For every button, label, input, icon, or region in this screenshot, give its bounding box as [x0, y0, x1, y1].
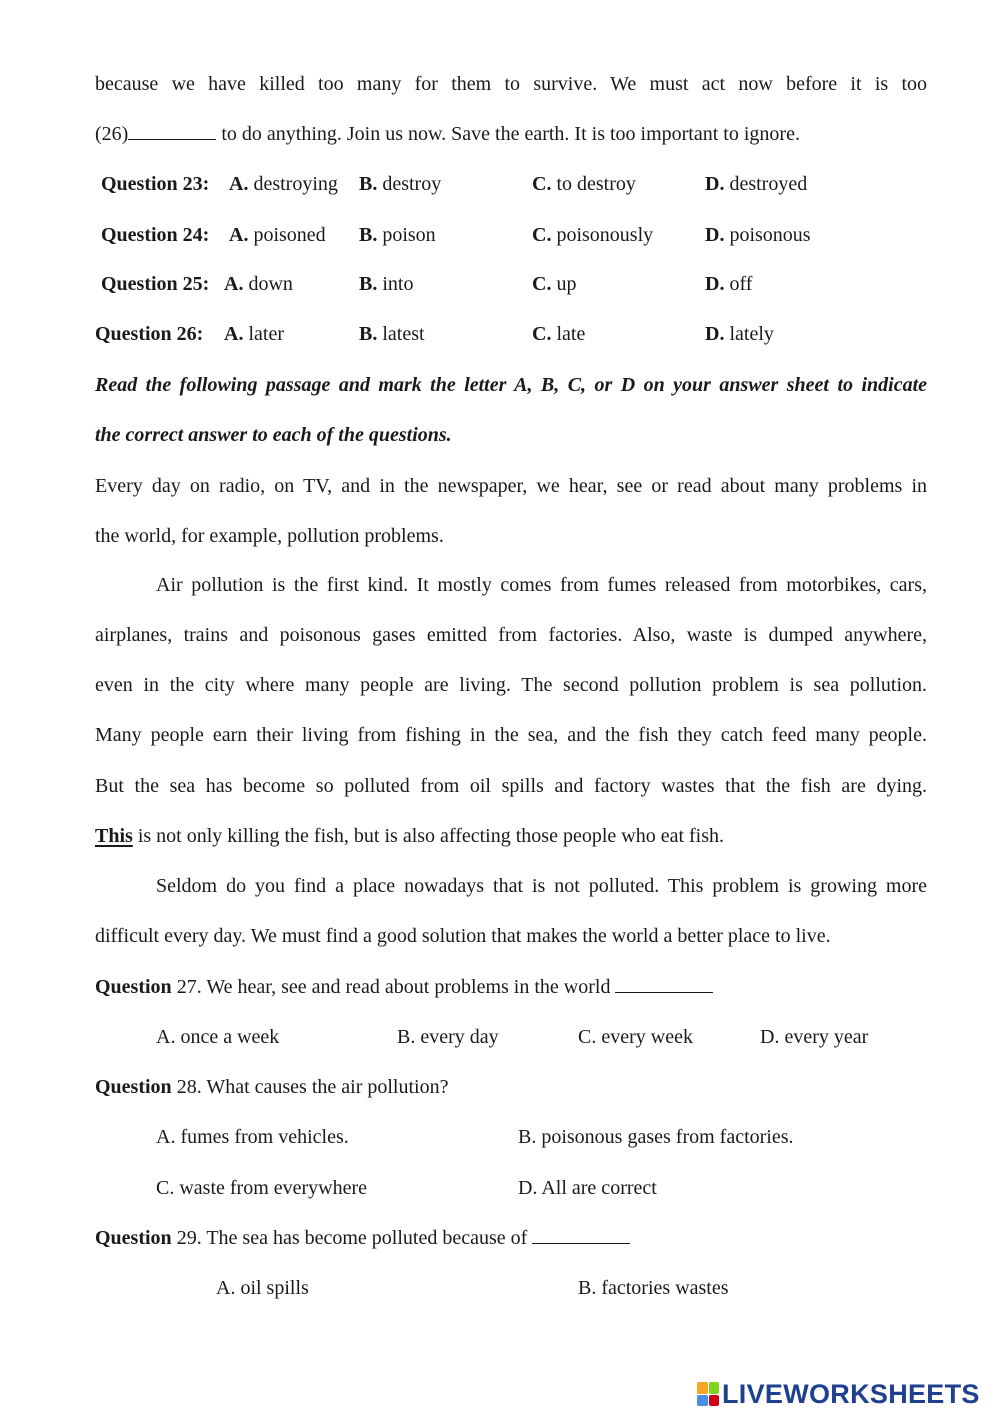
q28-option-a[interactable]: A. fumes from vehicles.: [156, 1126, 349, 1148]
question-label: Question: [95, 976, 172, 998]
question-label: Question 23:: [101, 173, 210, 195]
option-b[interactable]: B. poison: [359, 224, 436, 246]
option-d[interactable]: D. off: [705, 273, 753, 295]
option-c[interactable]: C. up: [532, 273, 577, 295]
passage-line: airplanes, trains and poisonous gases emitted from factories. Also, waste is dumped anywhere,: [95, 624, 927, 646]
passage-text: to do anything. Join us now. Save the earth. It is too important to ignore.: [216, 123, 800, 145]
q27-option-a[interactable]: A. once a week: [156, 1026, 280, 1048]
question-label: Question 25:: [101, 273, 210, 295]
answer-blank: [128, 123, 216, 140]
passage-line: But the sea has become so polluted from oil spills and factory wastes that the fish are dying.: [95, 775, 927, 797]
question-label: Question 24:: [101, 224, 210, 246]
q28-option-b[interactable]: B. poisonous gases from factories.: [518, 1126, 794, 1148]
option-d[interactable]: D. lately: [705, 323, 774, 345]
option-b[interactable]: B. latest: [359, 323, 425, 345]
passage-line: because we have killed too many for them to survive. We must act now before it is too: [95, 73, 927, 95]
option-a[interactable]: A. later: [224, 323, 284, 345]
option-b[interactable]: B. destroy: [359, 173, 442, 195]
answer-blank: [615, 976, 713, 993]
answer-blank: [532, 1227, 630, 1244]
logo-mark-tile: [709, 1395, 720, 1407]
option-c[interactable]: C. late: [532, 323, 586, 345]
referenced-word: This: [95, 825, 133, 847]
question-28-stem: [95, 1075, 448, 1099]
passage-line: [95, 824, 724, 848]
question-27-stem: [95, 975, 713, 999]
option-a[interactable]: A. destroying: [229, 173, 338, 195]
logo-mark-tile: [709, 1382, 720, 1394]
q29-option-b[interactable]: B. factories wastes: [578, 1277, 729, 1299]
q27-option-b[interactable]: B. every day: [397, 1026, 499, 1048]
passage-line: difficult every day. We must find a good solution that makes the world a better place to live.: [95, 925, 831, 947]
q27-option-d[interactable]: D. every year: [760, 1026, 869, 1048]
option-d[interactable]: D. destroyed: [705, 173, 808, 195]
logo-mark-tile: [697, 1395, 708, 1407]
question-label: Question: [95, 1076, 172, 1098]
question-label: Question: [95, 1227, 172, 1249]
liveworksheets-logo: [697, 1377, 980, 1411]
logo-text: LIVEWORKSHEETS: [722, 1378, 980, 1409]
passage-line: Every day on radio, on TV, and in the newspaper, we hear, see or read about many problems in: [95, 475, 927, 497]
question-text: 29. The sea has become polluted because of: [171, 1227, 533, 1249]
q28-option-c[interactable]: C. waste from everywhere: [156, 1177, 368, 1199]
instruction-text: Read the following passage and mark the letter A, B, C, or D on your answer sheet to indicate: [95, 374, 927, 396]
question-text: 27. We hear, see and read about problems in the world: [171, 976, 616, 998]
passage-line: even in the city where many people are living. The second pollution problem is sea pollution.: [95, 674, 927, 696]
option-c[interactable]: C. poisonously: [532, 224, 654, 246]
passage-line: Seldom do you find a place nowadays that is not polluted. This problem is growing more: [156, 875, 927, 897]
question-29-stem: [95, 1226, 630, 1250]
logo-mark-tile: [697, 1382, 708, 1394]
option-c[interactable]: C. to destroy: [532, 173, 636, 195]
q28-option-d[interactable]: D. All are correct: [518, 1177, 657, 1199]
blank-number: (26): [95, 123, 129, 145]
question-text: 28. What causes the air pollution?: [171, 1076, 449, 1098]
passage-line: the world, for example, pollution problems.: [95, 525, 444, 547]
passage-line: [95, 122, 800, 146]
liveworksheets-logo-icon: [697, 1382, 719, 1406]
q29-option-a[interactable]: A. oil spills: [216, 1277, 309, 1299]
passage-line: Many people earn their living from fishing in the sea, and the fish they catch feed many people.: [95, 724, 927, 746]
instruction-text: the correct answer to each of the questions.: [95, 424, 452, 446]
passage-line: Air pollution is the first kind. It mostly comes from fumes released from motorbikes, cars,: [156, 574, 927, 596]
option-a[interactable]: A. down: [224, 273, 293, 295]
option-a[interactable]: A. poisoned: [229, 224, 326, 246]
option-b[interactable]: B. into: [359, 273, 414, 295]
passage-text: is not only killing the fish, but is also affecting those people who eat fish.: [132, 825, 725, 847]
q27-option-c[interactable]: C. every week: [578, 1026, 693, 1048]
question-label: Question 26:: [95, 323, 204, 345]
option-d[interactable]: D. poisonous: [705, 224, 811, 246]
